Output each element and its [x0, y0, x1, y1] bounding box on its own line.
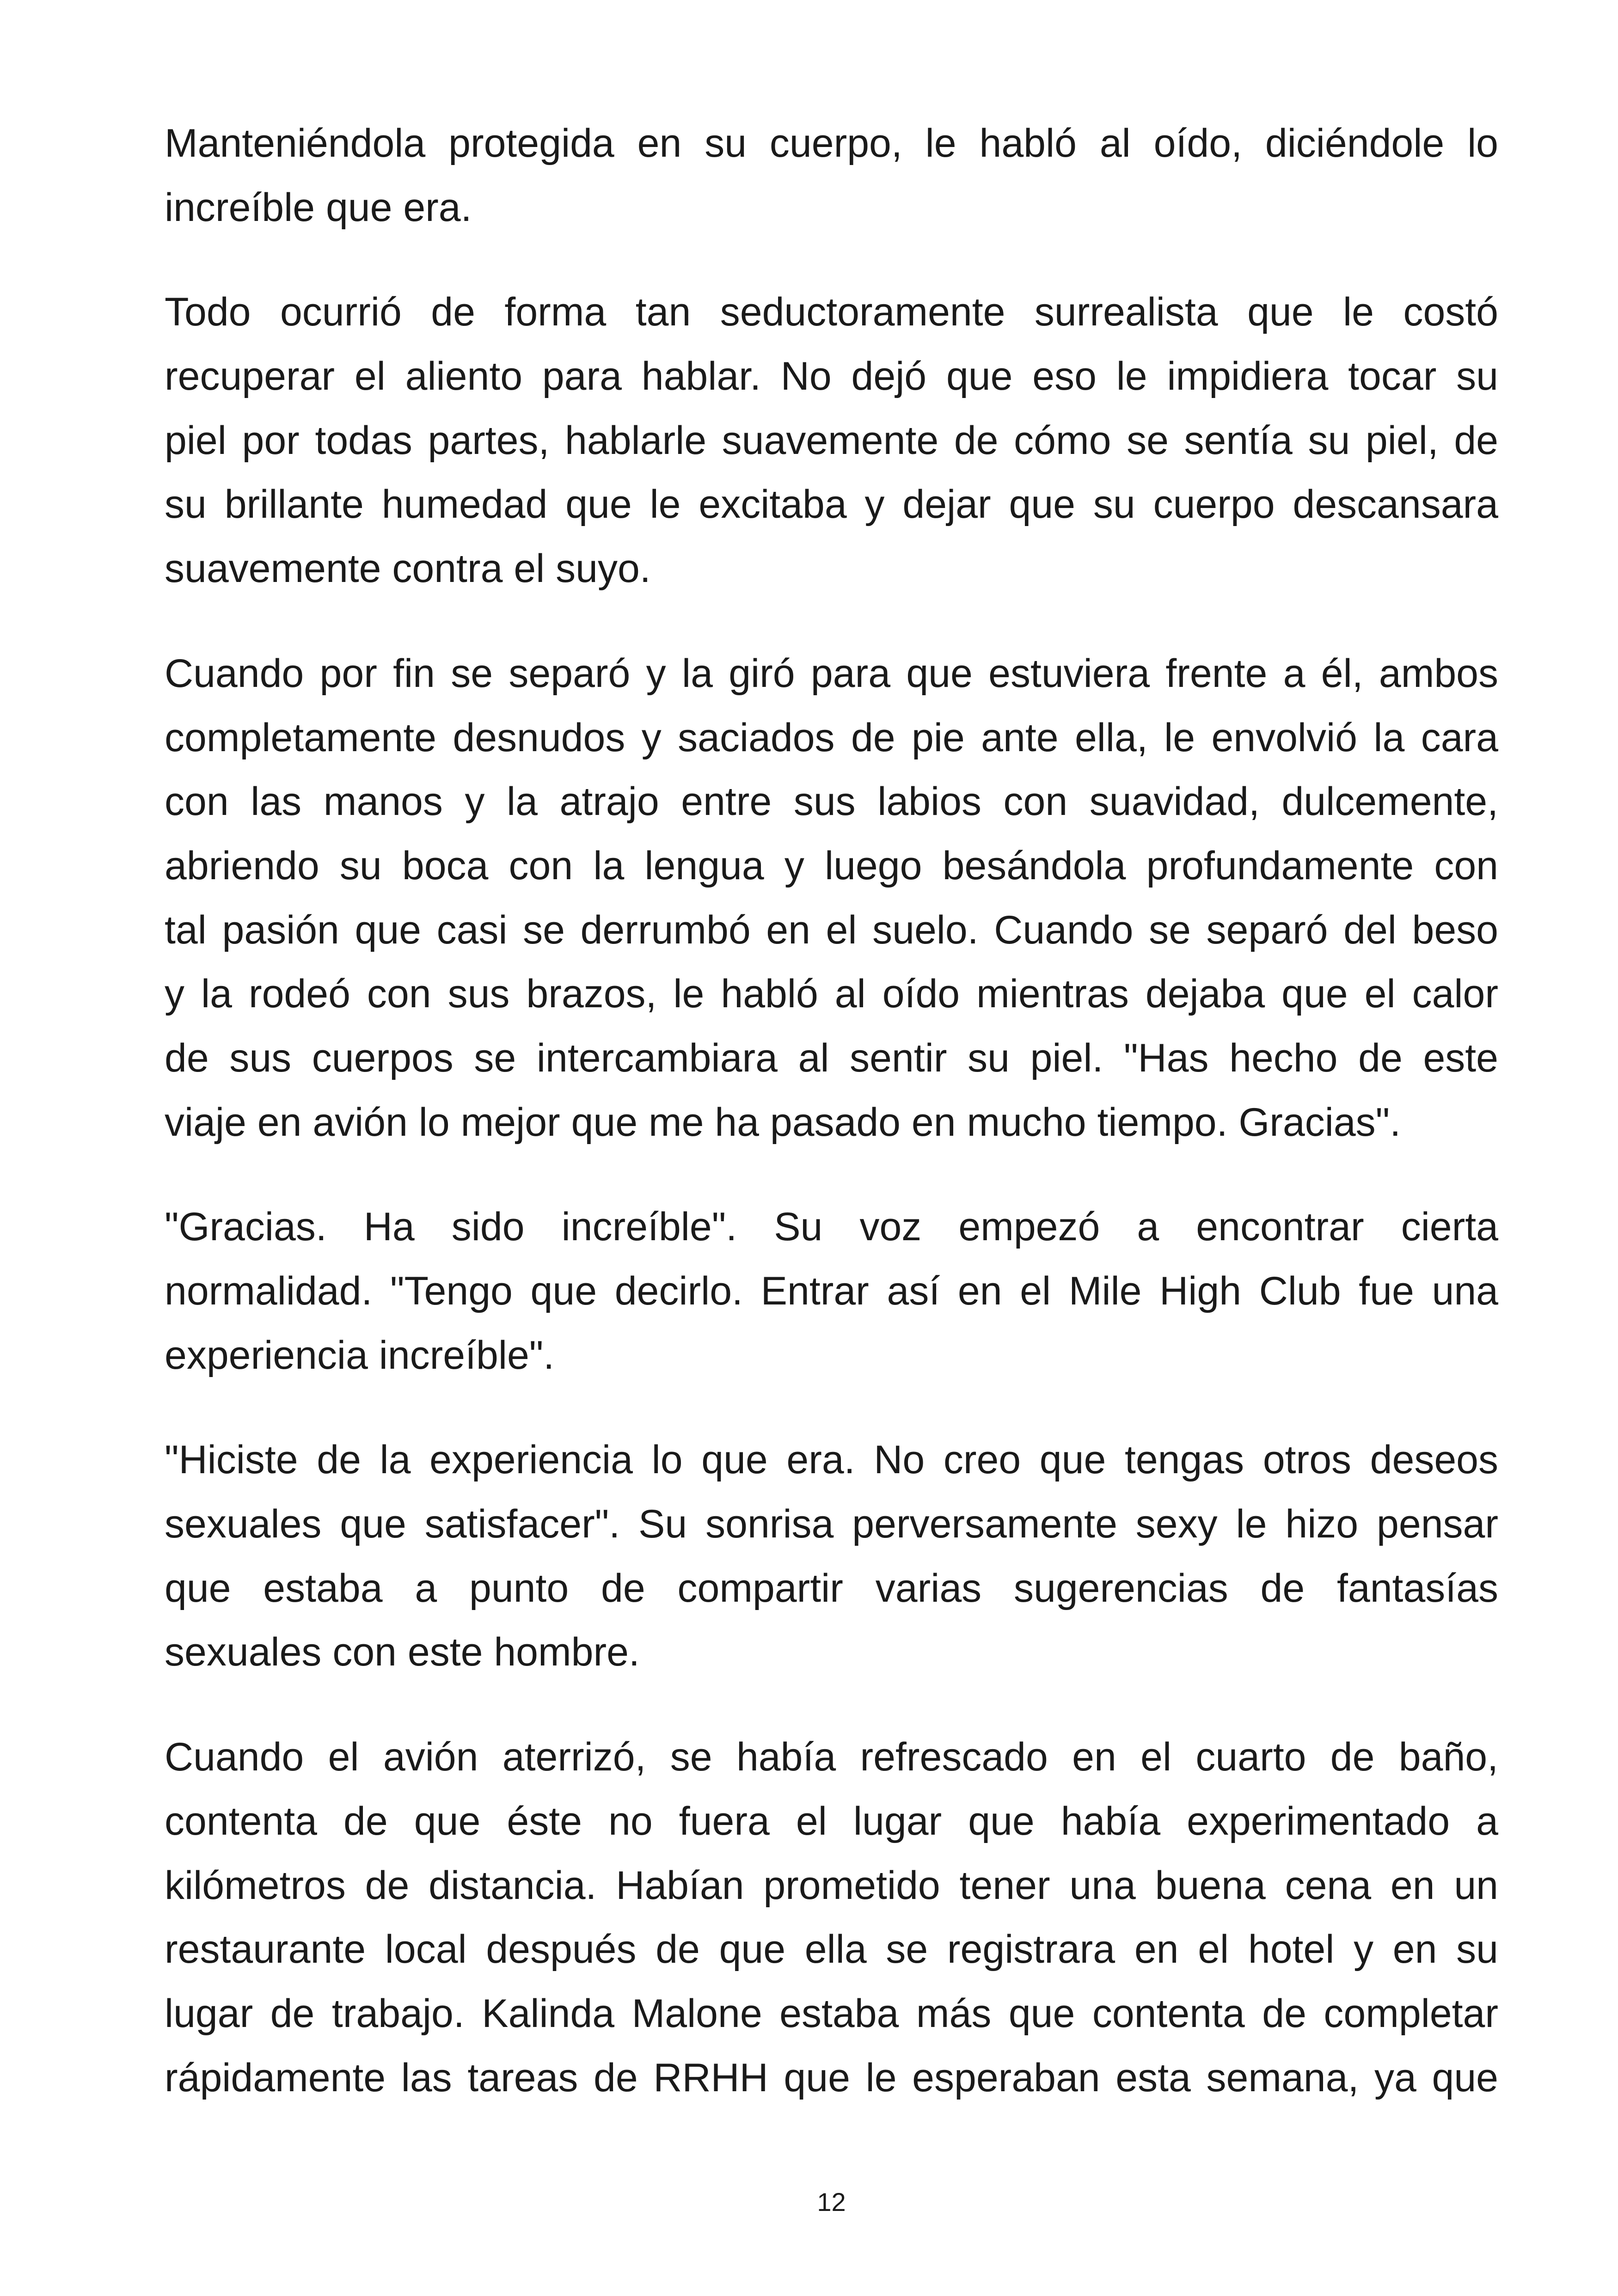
body-text [165, 111, 1498, 2150]
text-line: rápidamente las tareas de RRHH que le esperaban esta semana, ya que [165, 2055, 1498, 2100]
text-line: "Gracias. Ha sido increíble". Su voz empezó a encontrar cierta [165, 1205, 1498, 1249]
text-line: Cuando el avión aterrizó, se había refrescado en el cuarto de baño, [165, 1735, 1498, 1780]
text-line: con las manos y la atrajo entre sus labios con suavidad, dulcemente, [165, 779, 1498, 824]
text-line: sexuales con este hombre. [165, 1630, 640, 1675]
text-line: contenta de que éste no fuera el lugar que había experimentado a [165, 1799, 1498, 1843]
text-line: piel por todas partes, hablarle suavemente de cómo se sentía su piel, de [165, 418, 1498, 463]
text-line: kilómetros de distancia. Habían prometido tener una buena cena en un [165, 1863, 1498, 1908]
text-line: suavemente contra el suyo. [165, 546, 651, 591]
text-line: completamente desnudos y saciados de pie ante ella, le envolvió la cara [165, 715, 1498, 760]
paragraph [165, 111, 1498, 239]
paragraph [165, 280, 1498, 600]
text-line: Todo ocurrió de forma tan seductoramente surrealista que le costó [165, 290, 1498, 335]
text-line: normalidad. "Tengo que decirlo. Entrar así en el Mile High Club fue una [165, 1269, 1498, 1313]
text-line: abriendo su boca con la lengua y luego besándola profundamente con [165, 843, 1498, 888]
text-line: de sus cuerpos se intercambiara al sentir su piel. "Has hecho de este [165, 1035, 1498, 1080]
text-line: Manteniéndola protegida en su cuerpo, le habló al oído, diciéndole lo [165, 121, 1498, 165]
paragraph [165, 642, 1498, 1155]
text-line: y la rodeó con sus brazos, le habló al oído mientras dejaba que el calor [165, 972, 1498, 1016]
text-line: sexuales que satisfacer". Su sonrisa perversamente sexy le hizo pensar [165, 1502, 1498, 1547]
text-line: Cuando por fin se separó y la giró para que estuviera frente a él, ambos [165, 651, 1498, 696]
text-line: experiencia increíble". [165, 1333, 555, 1378]
text-line: viaje en avión lo mejor que me ha pasado en mucho tiempo. Gracias". [165, 1100, 1401, 1145]
text-line: que estaba a punto de compartir varias sugerencias de fantasías [165, 1566, 1498, 1610]
paragraph [165, 1428, 1498, 1684]
text-line: recuperar el aliento para hablar. No dejó que eso le impidiera tocar su [165, 354, 1498, 399]
text-line: increíble que era. [165, 185, 472, 230]
paragraph [165, 1725, 1498, 2110]
text-line: lugar de trabajo. Kalinda Malone estaba más que contenta de completar [165, 1991, 1498, 2036]
text-line: restaurante local después de que ella se registrara en el hotel y en su [165, 1927, 1498, 1972]
paragraph [165, 1195, 1498, 1387]
text-line: su brillante humedad que le excitaba y dejar que su cuerpo descansara [165, 482, 1498, 527]
text-line: "Hiciste de la experiencia lo que era. No creo que tengas otros deseos [165, 1438, 1498, 1482]
page-number: 12 [817, 2187, 846, 2216]
text-line: tal pasión que casi se derrumbó en el suelo. Cuando se separó del beso [165, 907, 1498, 952]
